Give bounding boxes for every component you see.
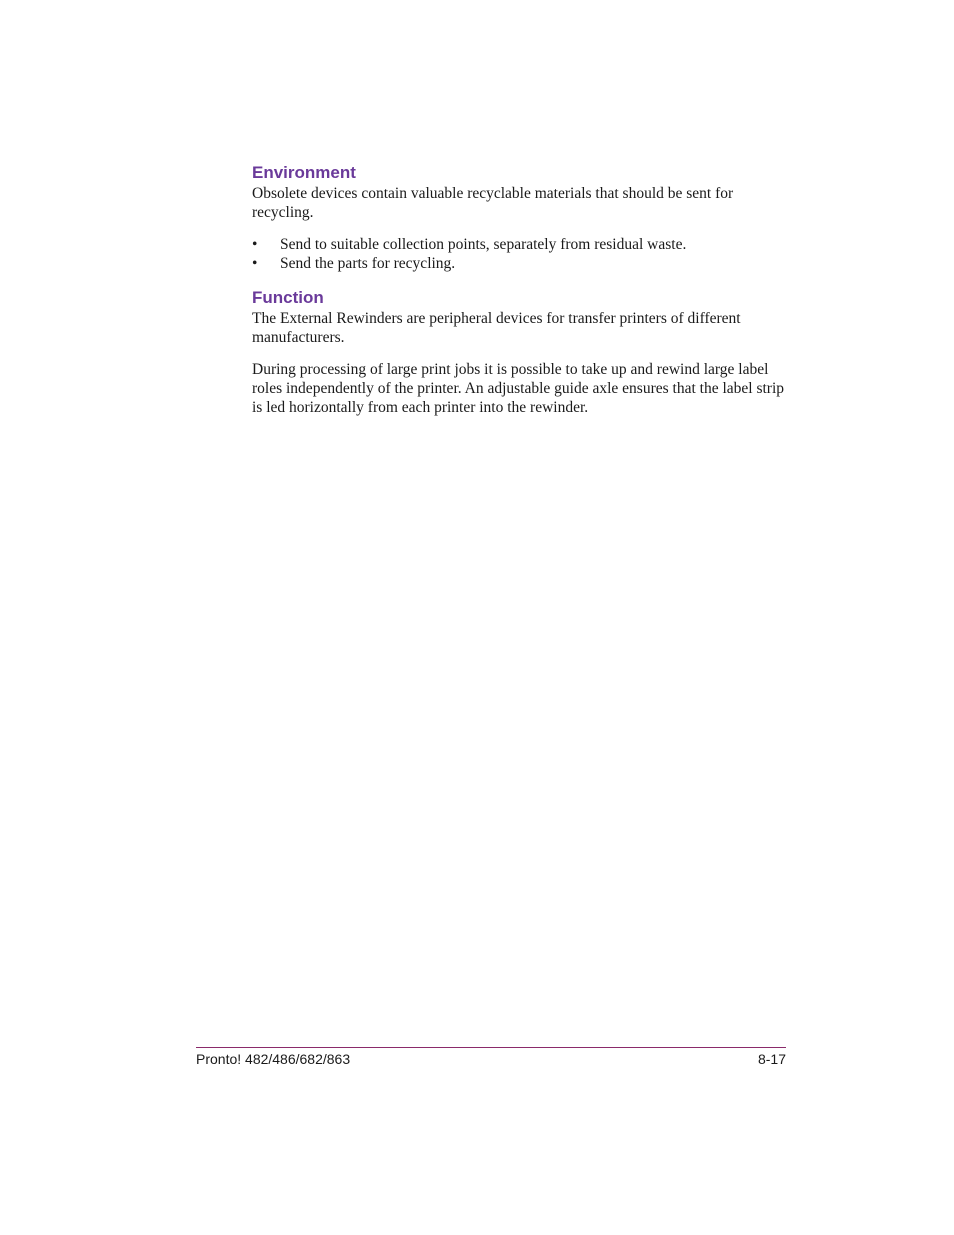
footer-page-number: 8-17 — [757, 1051, 786, 1067]
function-paragraph-2: During processing of large print jobs it is possible to take up and rewind large label roles independently of the printer. An adjustable guide axle ensures that the label strip is led horizontally from each printer into the rewinder. — [252, 361, 785, 416]
list-item — [252, 235, 786, 254]
footer-divider — [196, 1047, 786, 1048]
list-item — [252, 254, 786, 273]
footer-product-name: Pronto! 482/486/682/863 — [196, 1051, 351, 1067]
list-item-text: Send the parts for recycling. — [280, 255, 456, 272]
bullet-icon: • — [252, 255, 258, 272]
bullet-icon: • — [252, 236, 258, 253]
function-heading: Function — [252, 288, 324, 307]
function-paragraph-1: The External Rewinders are peripheral devices for transfer printers of different manufacturers. — [252, 310, 741, 346]
list-item-text: Send to suitable collection points, separately from residual waste. — [280, 236, 687, 253]
environment-heading: Environment — [252, 163, 356, 182]
environment-bullet-list — [252, 235, 786, 273]
page-content — [252, 162, 786, 417]
environment-intro: Obsolete devices contain valuable recyclable materials that should be sent for recycling. — [252, 185, 734, 221]
